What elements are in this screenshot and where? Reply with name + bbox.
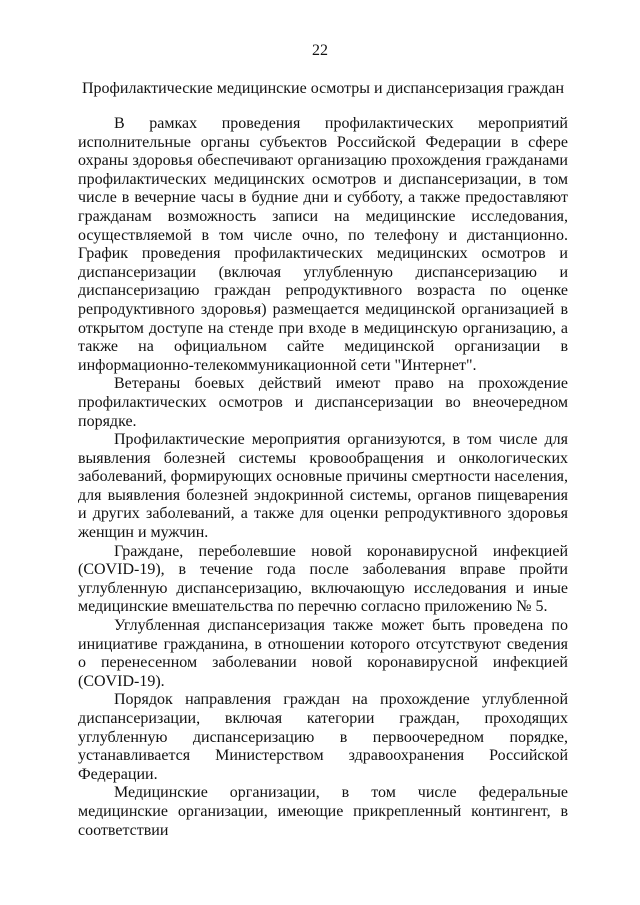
page-number: 22 <box>312 42 328 59</box>
paragraph: Порядок направления граждан на прохождение углубленной диспансеризации, включая категории граждан, проходящих углубленную диспансеризацию в первоочередном порядке, устанавливается Министерством здравоохранения Российской Федерации. <box>78 691 568 783</box>
paragraph: Профилактические мероприятия организуются, в том числе для выявления болезней системы кровообращения и онкологических заболеваний, формирующих основные причины смертности населения, для выявления болезней эндокринной системы, органов пищеварения и других заболеваний, а также для оценки репродуктивного здоровья женщин и мужчин. <box>78 431 568 542</box>
section-title: Профилактические медицинские осмотры и диспансеризация граждан <box>81 80 565 97</box>
paragraph: В рамках проведения профилактических мероприятий исполнительные органы субъектов Российской Федерации в сфере охраны здоровья обеспечивают организацию прохождения гражданами профилактических медицинских осмотров и диспансеризации, в том числе в вечерние часы в будние дни и субботу, а также предоставляют гражданам возможность записи на медицинские исследования, осуществляемой в том числе очно, по телефону и дистанционно. График проведения профилактических медицинских осмотров и диспансеризации (включая углубленную диспансеризацию и диспансеризацию граждан репродуктивного возраста по оценке репродуктивного здоровья) размещается медицинской организацией в открытом доступе на стенде при входе в медицинскую организацию, а также на официальном сайте медицинской организации в информационно-телекоммуникационной сети "Интернет". <box>78 115 568 374</box>
paragraph: Углубленная диспансеризация также может быть проведена по инициативе гражданина, в отношении которого отсутствуют сведения о перенесенном заболевании новой коронавирусной инфекцией (COVID-19). <box>78 617 568 690</box>
paragraph: Граждане, переболевшие новой коронавирусной инфекцией (COVID-19), в течение года после заболевания вправе пройти углубленную диспансеризацию, включающую исследования и иные медицинские вмешательства по перечню согласно приложению № 5. <box>78 542 568 616</box>
body-text <box>78 115 568 840</box>
paragraph: Ветераны боевых действий имеют право на прохождение профилактических осмотров и диспансеризации во внеочередном порядке. <box>78 375 568 430</box>
paragraph: Медицинские организации, в том числе федеральные медицинские организации, имеющие прикрепленный контингент, в соответствии <box>78 784 568 839</box>
